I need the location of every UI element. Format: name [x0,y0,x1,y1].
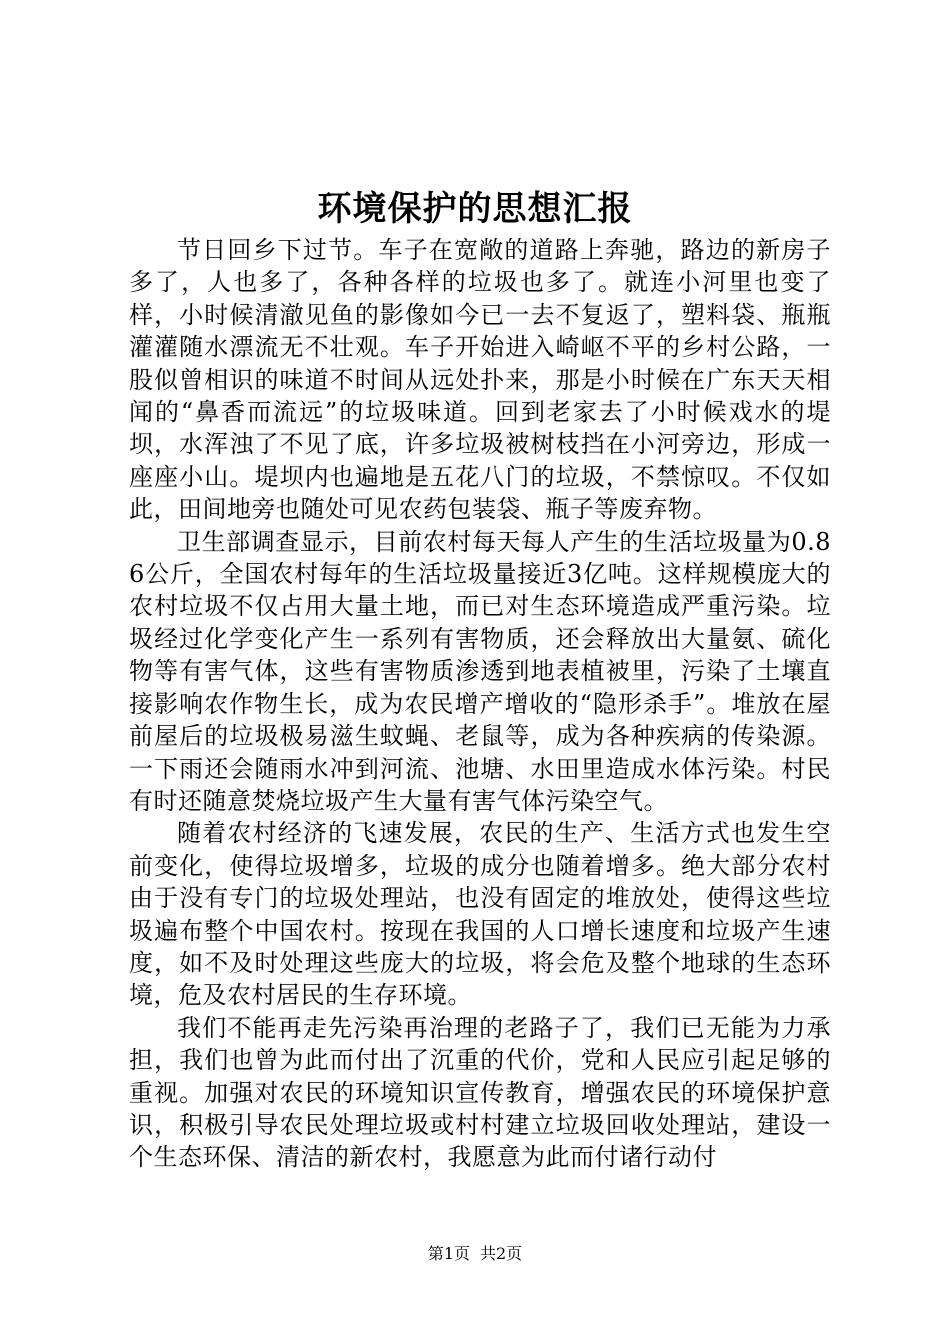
document-title: 环境保护的思想汇报 [317,189,633,229]
paragraph-2: 卫生部调查显示，目前农村每天每人产生的生活垃圾量为0.86公斤，全国农村每年的生活垃圾量接近3亿吨。这样规模庞大的农村垃圾不仅占用大量土地，而已对生态环境造成严重污染。垃圾经过化学变化产生一系列有害物质，还会释放出大量氨、硫化物等有害气体，这些有害物质渗透到地表植被里，污染了土壤直接影响农作物生长，成为农民增产增收的“隐形杀手”。堆放在屋前屋后的垃圾极易滋生蚊蝇、老鼠等，成为各种疾病的传染源。一下雨还会随雨水冲到河流、池塘、水田里造成水体污染。村民有时还随意焚烧垃圾产生大量有害气体污染空气。 [129,527,831,815]
page-number-total: 共2页 [480,1244,523,1263]
page-number-current: 第1页 [427,1244,470,1263]
paragraph-1: 节日回乡下过节。车子在宽敞的道路上奔驰，路边的新房子多了，人也多了，各种各样的垃圾也多了。就连小河里也变了样，小时候清澈见鱼的影像如今已一去不复返了，塑料袋、瓶瓶灌灌随水漂流无不壮观。车子开始进入崎岖不平的乡村公路，一股似曾相识的味道不时间从远处扑来，那是小时候在广东天天相闻的“鼻香而流远”的垃圾味道。回到老家去了小时候戏水的堤坝，水浑浊了不见了底，许多垃圾被树枝挡在小河旁边，形成一座座小山。堤坝内也遍地是五花八门的垃圾，不禁惊叹。不仅如此，田间地旁也随处可见农药包装袋、瓶子等废弃物。 [129,236,831,524]
page-footer [0,1243,950,1265]
document-body [129,234,831,1174]
paragraph-4: 我们不能再走先污染再治理的老路子了，我们已无能为力承担，我们也曾为此而付出了沉重的代价，党和人民应引起足够的重视。加强对农民的环境知识宣传教育，增强农民的环境保护意识，积极引导农民处理垃圾或村村建立垃圾回收处理站，建设一个生态环保、清洁的新农村，我愿意为此而付诸行动付 [129,1013,831,1172]
paragraph-3: 随着农村经济的飞速发展，农民的生产、生活方式也发生空前变化，使得垃圾增多，垃圾的成分也随着增多。绝大部分农村由于没有专门的垃圾处理站，也没有固定的堆放处，使得这些垃圾遍布整个中国农村。按现在我国的人口增长速度和垃圾产生速度，如不及时处理这些庞大的垃圾，将会危及整个地球的生态环境，危及农村居民的生存环境。 [129,819,831,1010]
